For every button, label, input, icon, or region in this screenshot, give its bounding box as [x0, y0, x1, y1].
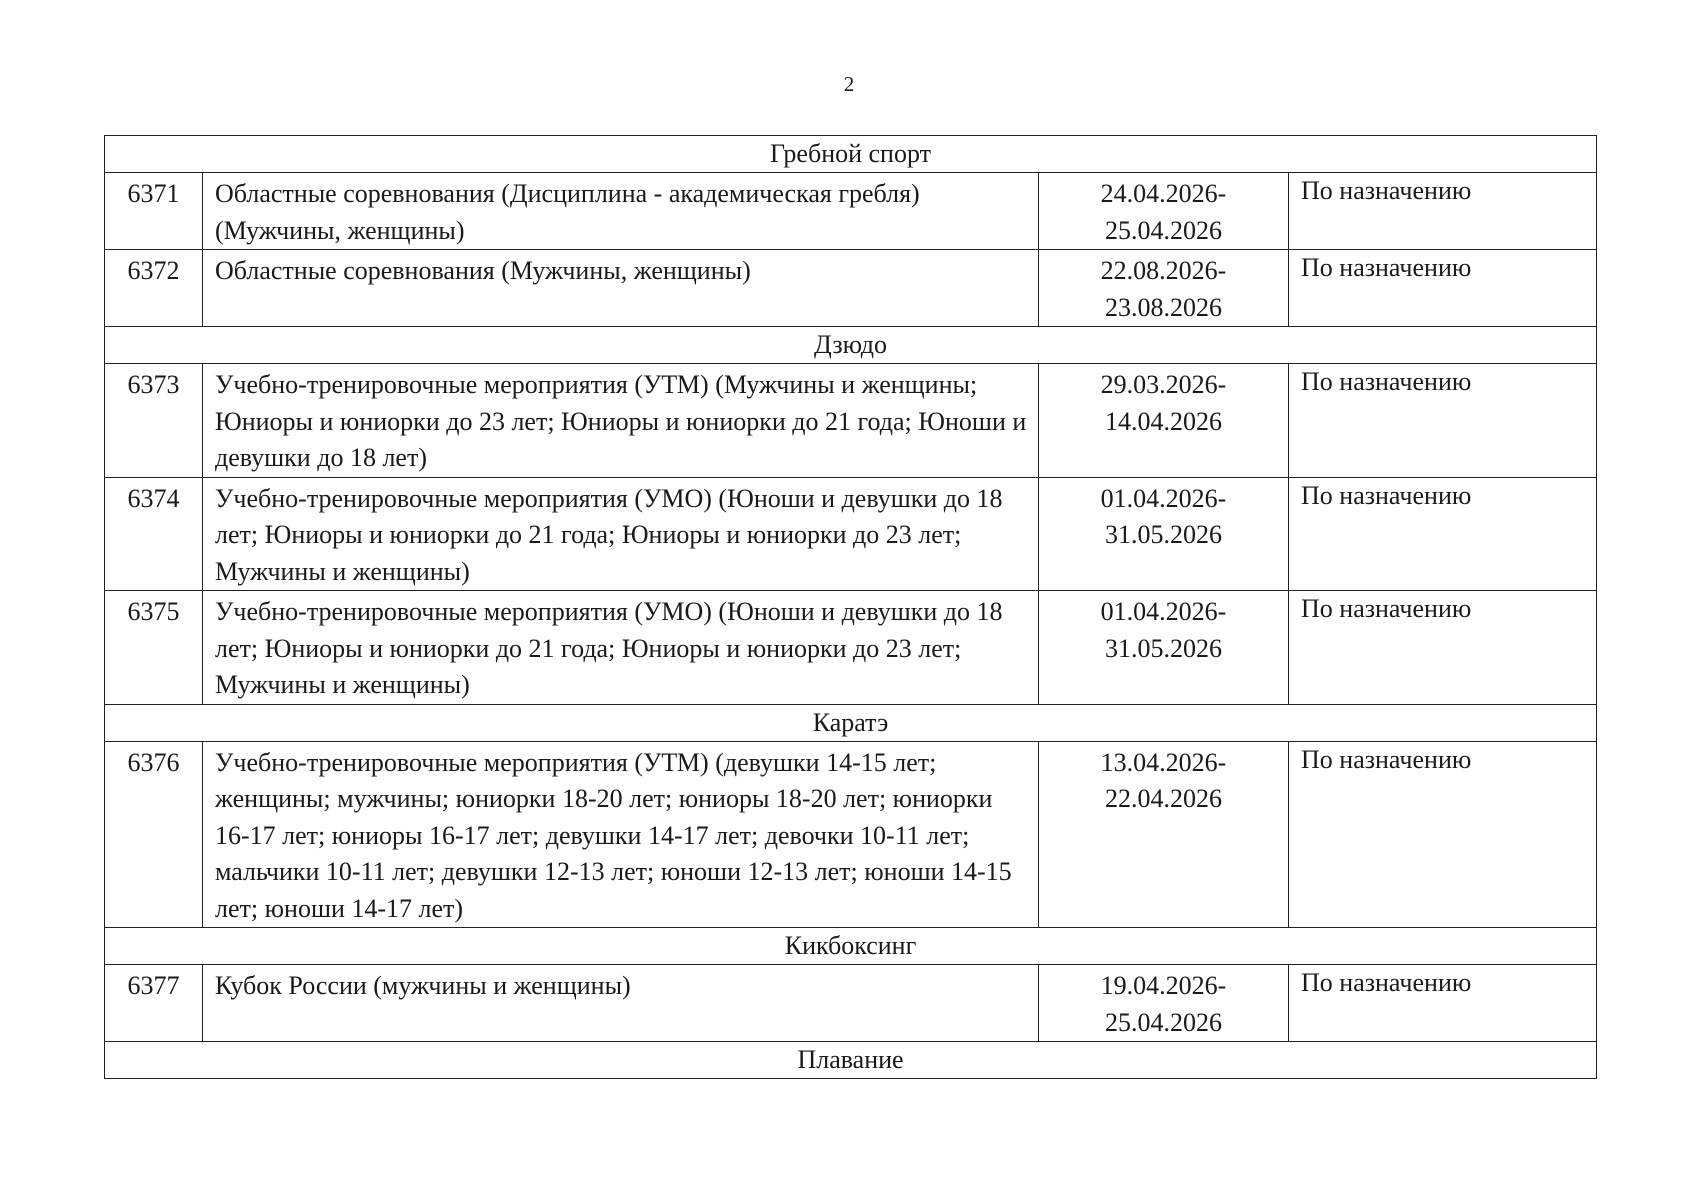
- event-place: По назначению: [1289, 173, 1597, 250]
- table-row: [105, 591, 1597, 705]
- section-title: Каратэ: [105, 704, 1597, 741]
- event-name: Кубок России (мужчины и женщины): [203, 965, 1039, 1042]
- event-name: Учебно-тренировочные мероприятия (УТМ) (девушки 14-15 лет; женщины; мужчины; юниорки 18-20 лет; юниоры 18-20 лет; юниорки 16-17 лет; юниоры 16-17 лет; девушки 14-17 лет; девочки 10-11 лет; мальчики 10-11 лет; девушки 12-13 лет; юноши 12-13 лет; юноши 14-15 лет; юноши 14-17 лет): [203, 741, 1039, 928]
- table-row: [105, 173, 1597, 250]
- date-end: 31.05.2026: [1105, 633, 1222, 663]
- date-start: 19.04.2026-: [1100, 971, 1227, 1000]
- section-title: Гребной спорт: [105, 136, 1597, 173]
- event-name: Учебно-тренировочные мероприятия (УТМ) (Мужчины и женщины; Юниоры и юниорки до 23 лет; Юниоры и юниорки до 21 года; Юноши и девушки до 18 лет): [203, 364, 1039, 478]
- event-dates: [1039, 173, 1289, 250]
- section-row: [105, 327, 1597, 364]
- event-name: Учебно-тренировочные мероприятия (УМО) (Юноши и девушки до 18 лет; Юниоры и юниорки до 21 года; Юниоры и юниорки до 23 лет; Мужчины и женщины): [203, 591, 1039, 705]
- event-dates: [1039, 364, 1289, 478]
- event-place: По назначению: [1289, 591, 1597, 705]
- date-start: 24.04.2026-: [1100, 179, 1227, 208]
- date-end: 14.04.2026: [1105, 406, 1222, 436]
- event-number: 6377: [105, 965, 203, 1042]
- section-title: Кикбоксинг: [105, 928, 1597, 965]
- event-dates: [1039, 741, 1289, 928]
- event-name: Областные соревнования (Мужчины, женщины): [203, 250, 1039, 327]
- event-number: 6372: [105, 250, 203, 327]
- section-row: [105, 928, 1597, 965]
- events-table: [104, 135, 1597, 1079]
- section-title: Дзюдо: [105, 327, 1597, 364]
- section-row: [105, 136, 1597, 173]
- event-dates: [1039, 965, 1289, 1042]
- event-dates: [1039, 477, 1289, 591]
- table-row: [105, 250, 1597, 327]
- event-number: 6371: [105, 173, 203, 250]
- event-place: По назначению: [1289, 965, 1597, 1042]
- event-name: Областные соревнования (Дисциплина - академическая гребля) (Мужчины, женщины): [203, 173, 1039, 250]
- event-dates: [1039, 250, 1289, 327]
- event-number: 6376: [105, 741, 203, 928]
- table-row: [105, 965, 1597, 1042]
- date-end: 31.05.2026: [1105, 520, 1222, 549]
- date-end: 25.04.2026: [1105, 1007, 1222, 1037]
- section-row: [105, 704, 1597, 741]
- event-place: По назначению: [1289, 364, 1597, 478]
- section-title: Плавание: [105, 1042, 1597, 1079]
- table-row: [105, 364, 1597, 478]
- date-start: 29.03.2026-: [1100, 370, 1227, 399]
- event-number: 6375: [105, 591, 203, 705]
- event-dates: [1039, 591, 1289, 705]
- event-number: 6373: [105, 364, 203, 478]
- table-row: [105, 741, 1597, 928]
- date-end: 22.04.2026: [1105, 784, 1222, 813]
- date-end: 25.04.2026: [1105, 215, 1222, 245]
- event-place: По назначению: [1289, 741, 1597, 928]
- event-place: По назначению: [1289, 477, 1597, 591]
- date-start: 01.04.2026-: [1100, 483, 1227, 513]
- page-number: 2: [843, 72, 855, 96]
- date-end: 23.08.2026: [1105, 292, 1222, 322]
- date-start: 22.08.2026-: [1100, 256, 1227, 285]
- section-row: [105, 1042, 1597, 1079]
- date-start: 13.04.2026-: [1100, 747, 1227, 777]
- event-number: 6374: [105, 477, 203, 591]
- event-place: По назначению: [1289, 250, 1597, 327]
- event-name: Учебно-тренировочные мероприятия (УМО) (Юноши и девушки до 18 лет; Юниоры и юниорки до 21 года; Юниоры и юниорки до 23 лет; Мужчины и женщины): [203, 477, 1039, 591]
- date-start: 01.04.2026-: [1100, 597, 1227, 626]
- table-row: [105, 477, 1597, 591]
